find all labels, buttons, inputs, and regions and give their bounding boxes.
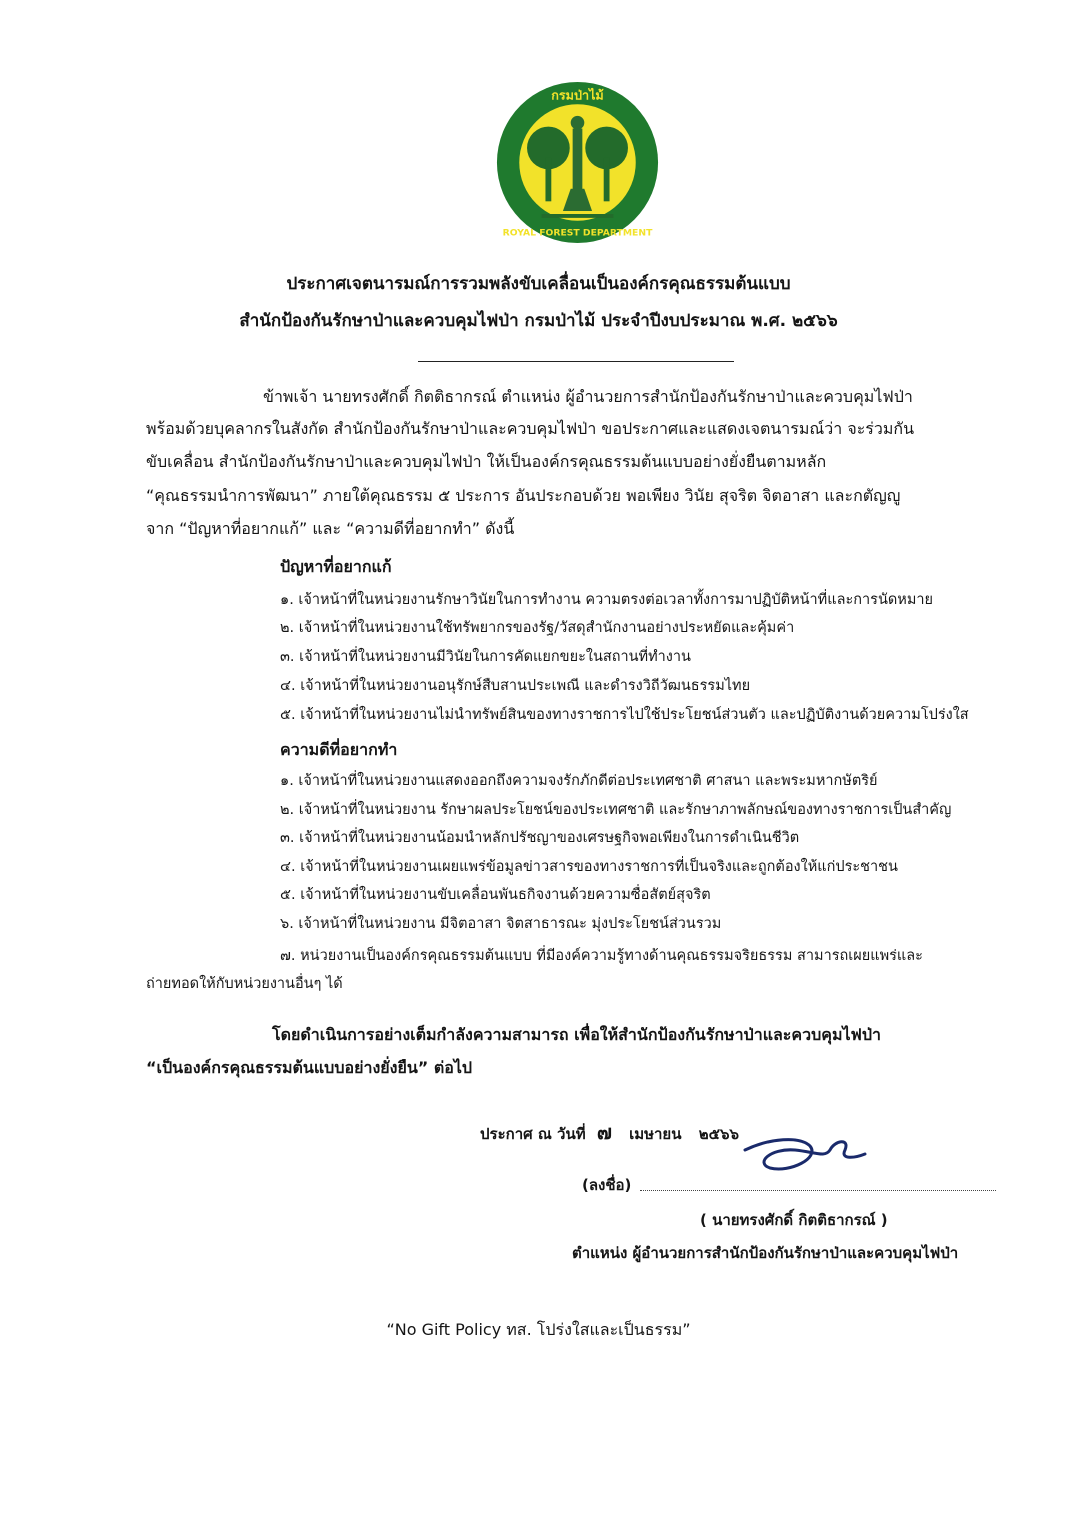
problem-item: ๒. เจ้าหน้าที่ในหน่วยงานใช้ทรัพยากรของรัฐ/วัสดุสำนักงานอย่างประหยัดและคุ้มค่า [280, 620, 795, 636]
announced-year: ๒๕๖๖ [698, 1125, 740, 1143]
goodness-heading: ความดีที่อยากทำ [280, 740, 398, 759]
problem-item: ๔. เจ้าหน้าที่ในหน่วยงานอนุรักษ์สืบสานประเพณี และดำรงวิถีวัฒนธรรมไทย [280, 678, 751, 694]
signatory-name: ( นายทรงศักดิ์ กิตติธากรณ์ ) [700, 1211, 888, 1229]
announced-prefix: ประกาศ ณ วันที่ [480, 1125, 586, 1143]
intro-line-4: “คุณธรรมนำการพัฒนา” ภายใต้คุณธรรม ๕ ประการ อันประกอบด้วย พอเพียง วินัย สุจริต จิตอาสา และกตัญญู [146, 486, 901, 505]
sign-label: (ลงชื่อ) [582, 1176, 632, 1194]
footer-slogan: “No Gift Policy ทส. โปร่งใสและเป็นธรรม” [386, 1320, 691, 1339]
intro-line-1: ข้าพเจ้า นายทรงศักดิ์ กิตติธากรณ์ ตำแหน่ง ผู้อำนวยการสำนักป้องกันรักษาป่าและควบคุมไฟป่า [263, 387, 913, 406]
document-title-line-1: ประกาศเจตนารมณ์การรวมพลังขับเคลื่อนเป็นองค์กรคุณธรรมต้นแบบ [286, 274, 791, 294]
goodness-item-continuation: ถ่ายทอดให้กับหน่วยงานอื่นๆ ได้ [146, 976, 343, 992]
signatory-position: ตำแหน่ง ผู้อำนวยการสำนักป้องกันรักษาป่าและควบคุมไฟป่า [572, 1244, 959, 1262]
problem-item: ๑. เจ้าหน้าที่ในหน่วยงานรักษาวินัยในการทำงาน ความตรงต่อเวลาทั้งการมาปฏิบัติหน้าที่และการนัดหมาย [280, 592, 934, 608]
signature-line [640, 1190, 996, 1191]
goodness-item: ๑. เจ้าหน้าที่ในหน่วยงานแสดงออกถึงความจงรักภักดีต่อประเทศชาติ ศาสนา และพระมหากษัตริย์ [280, 773, 878, 789]
goodness-item: ๓. เจ้าหน้าที่ในหน่วยงานน้อมนำหลักปรัชญาของเศรษฐกิจพอเพียงในการดำเนินชีวิต [280, 830, 800, 846]
emblem-bottom-text: ROYAL FOREST DEPARTMENT [502, 227, 653, 239]
announced-month: เมษายน [629, 1125, 682, 1143]
title-divider [418, 361, 734, 362]
problem-item: ๓. เจ้าหน้าที่ในหน่วยงานมีวินัยในการคัดแยกขยะในสถานที่ทำงาน [280, 649, 691, 665]
intro-line-3: ขับเคลื่อน สำนักป้องกันรักษาป่าและควบคุมไฟป่า ให้เป็นองค์กรคุณธรรมต้นแบบอย่างยั่งยืนตามหลัก [146, 452, 827, 471]
goodness-item: ๔. เจ้าหน้าที่ในหน่วยงานเผยแพร่ข้อมูลข่าวสารของทางราชการที่เป็นจริงและถูกต้องให้แก่ประชาชน [280, 859, 898, 875]
problems-heading: ปัญหาที่อยากแก้ [280, 557, 392, 576]
goodness-item: ๕. เจ้าหน้าที่ในหน่วยงานขับเคลื่อนพันธกิจงานด้วยความซื่อสัตย์สุจริต [280, 887, 711, 903]
intro-line-5: จาก “ปัญหาที่อยากแก้” และ “ความดีที่อยากทำ” ดังนี้ [146, 519, 515, 538]
announcement-date [480, 1116, 739, 1148]
intro-line-2: พร้อมด้วยบุคลากรในสังกัด สำนักป้องกันรักษาป่าและควบคุมไฟป่า ขอประกาศและแสดงเจตนารมณ์ว่า จะร่วมกัน [146, 419, 915, 438]
emblem-top-text: กรมป่าไม้ [551, 87, 604, 103]
goodness-item: ๖. เจ้าหน้าที่ในหน่วยงาน มีจิตอาสา จิตสาธารณะ มุ่งประโยชน์ส่วนรวม [280, 916, 722, 932]
goodness-item: ๗. หน่วยงานเป็นองค์กรคุณธรรมต้นแบบ ที่มีองค์ความรู้ทางด้านคุณธรรมจริยธรรม สามารถเผยแพร่และ [280, 948, 923, 964]
closing-line-1: โดยดำเนินการอย่างเต็มกำลังความสามารถ เพื่อให้สำนักป้องกันรักษาป่าและควบคุมไฟป่า [272, 1025, 882, 1044]
announced-day: ๗ [596, 1120, 612, 1144]
closing-line-2: “เป็นองค์กรคุณธรรมต้นแบบอย่างยั่งยืน” ต่อไป [146, 1058, 473, 1077]
royal-forest-department-emblem [495, 80, 660, 245]
goodness-item: ๒. เจ้าหน้าที่ในหน่วยงาน รักษาผลประโยชน์ของประเทศชาติ และรักษาภาพลักษณ์ของทางราชการเป็นสำคัญ [280, 802, 952, 818]
problem-item: ๕. เจ้าหน้าที่ในหน่วยงานไม่นำทรัพย์สินของทางราชการไปใช้ประโยชน์ส่วนตัว และปฏิบัติงานด้วยความโปร่งใส [280, 707, 969, 723]
handwritten-signature [740, 1128, 875, 1178]
document-title-line-2: สำนักป้องกันรักษาป่าและควบคุมไฟป่า กรมป่าไม้ ประจำปีงบประมาณ พ.ศ. ๒๕๖๖ [239, 311, 838, 331]
